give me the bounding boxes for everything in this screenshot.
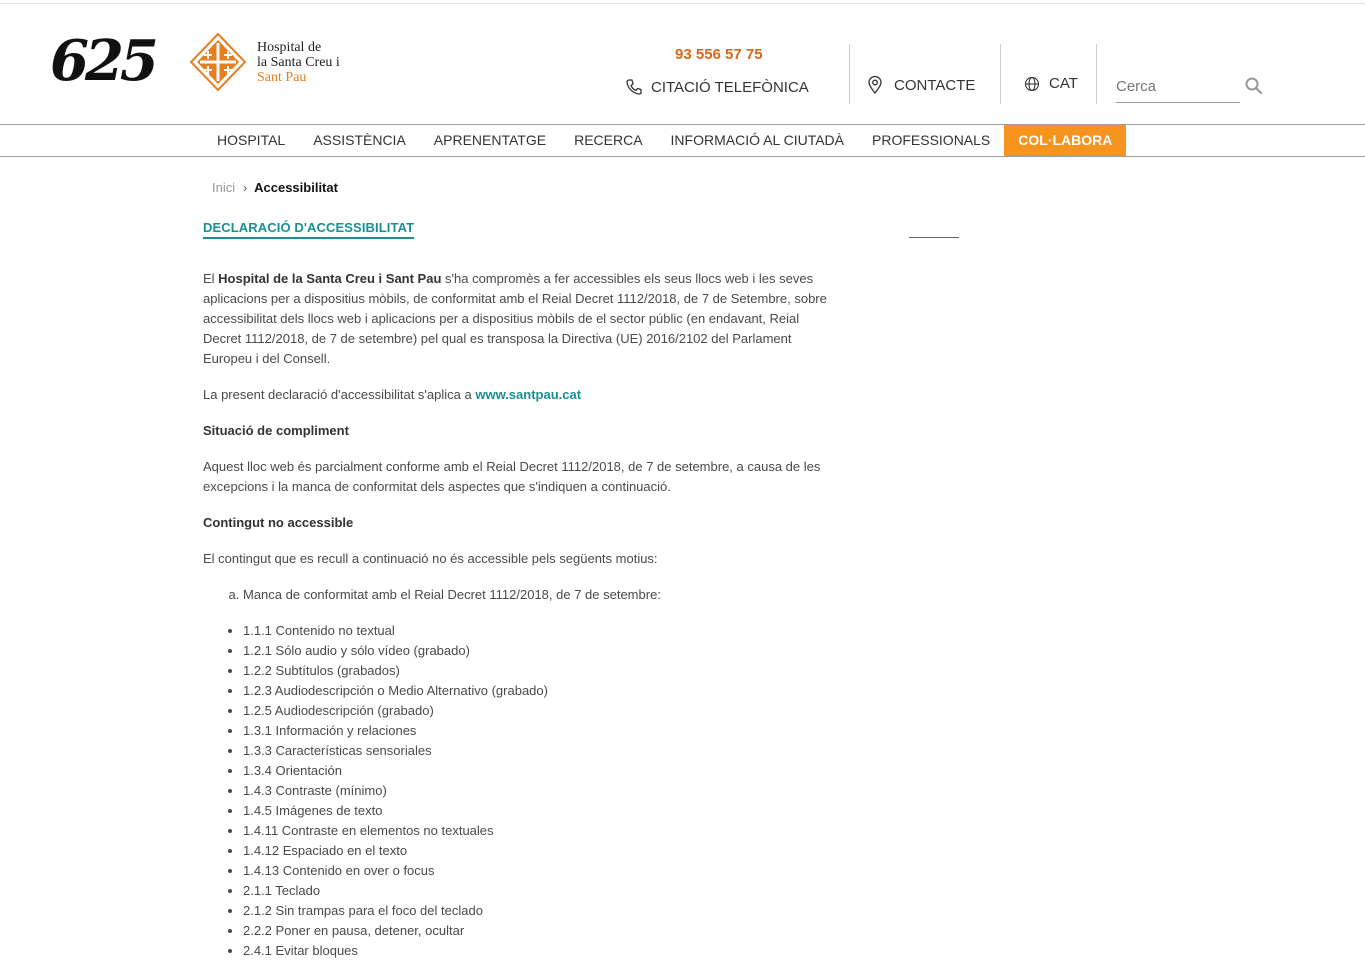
criteria-list xyxy=(203,621,828,961)
nav-item-recerca[interactable]: RECERCA xyxy=(574,132,643,148)
list-item: • 2.4.1 Evitar bloques xyxy=(243,941,828,961)
header-divider xyxy=(849,44,850,104)
scope-link[interactable]: www.santpau.cat xyxy=(475,387,582,402)
list-item: • 1.2.2 Subtítulos (grabados) xyxy=(243,661,828,681)
nav-item-professionals[interactable]: PROFESSIONALS xyxy=(872,132,991,148)
header-divider xyxy=(1096,44,1097,104)
list-item: • 2.1.1 Teclado xyxy=(243,881,828,901)
hospital-logo-text[interactable] xyxy=(257,40,340,85)
list-item: • 1.3.1 Información y relaciones xyxy=(243,721,828,741)
language-selector[interactable] xyxy=(1024,75,1078,92)
scope-text: La present declaració d'accessibilitat s'aplica a xyxy=(203,387,476,402)
main-content xyxy=(203,269,828,961)
intro-prefix: El xyxy=(203,271,219,286)
nav-item-collabora[interactable]: COL·LABORA xyxy=(1004,125,1126,156)
sidebar-divider xyxy=(909,237,959,238)
phone-number[interactable]: 93 556 57 75 xyxy=(675,46,763,63)
list-item: • 2.1.2 Sin trampas para el foco del teclado xyxy=(243,901,828,921)
intro-rest: s'ha compromès a fer accessibles els seus llocs web i les seves aplicacions per a dispositius mòbils, de conformitat amb el Reial Decret 1112/2018, de 7 de Setembre, sobre accessibilitat dels llocs web i aplicacions per a dispositius mòbils de el sector públic (en endavant, Reial Decret 1112/2018, de 7 de setembre) pel qual es transposa la Directiva (UE) 2016/2102 del Parlament Europeu i del Consell. xyxy=(203,271,827,366)
list-item: • 1.4.12 Espaciado en el texto xyxy=(243,841,828,861)
nav-item-hospital[interactable]: HOSPITAL xyxy=(217,132,286,148)
search-input[interactable] xyxy=(1116,70,1240,103)
breadcrumb-current: Accessibilitat xyxy=(254,180,338,195)
intro-paragraph xyxy=(203,269,828,369)
nav-item-aprenentatge[interactable]: APRENENTATGE xyxy=(433,132,547,148)
header-divider xyxy=(1000,44,1001,104)
contact-link[interactable] xyxy=(866,75,975,95)
chevron-right-icon: › xyxy=(243,180,248,195)
reason-item: a. Manca de conformitat amb el Reial Decret 1112/2018, de 7 de setembre: xyxy=(243,585,828,605)
noaccess-paragraph: El contingut que es recull a continuació no és accessible pels següents motius: xyxy=(203,551,658,566)
language-label: CAT xyxy=(1049,75,1078,92)
nav-item-assistencia[interactable]: ASSISTÈNCIA xyxy=(313,132,406,148)
list-item: • 1.4.5 Imágenes de texto xyxy=(243,801,828,821)
list-item: • 1.3.4 Orientación xyxy=(243,761,828,781)
noaccess-heading: Contingut no accessible xyxy=(203,515,354,530)
top-border xyxy=(0,3,1365,4)
anniversary-logo[interactable]: 625 xyxy=(50,28,155,94)
scope-paragraph xyxy=(203,385,828,405)
location-pin-icon xyxy=(866,75,884,95)
main-navigation xyxy=(0,124,1365,157)
search-icon[interactable] xyxy=(1244,76,1264,96)
hospital-logo-icon[interactable] xyxy=(190,33,246,91)
list-item: • 1.4.13 Contenido en over o focus xyxy=(243,861,828,881)
list-item: • 1.2.5 Audiodescripción (grabado) xyxy=(243,701,828,721)
compliance-paragraph: Aquest lloc web és parcialment conforme amb el Reial Decret 1112/2018, de 7 de setembre, a causa de les excepcions i la manca de conformitat dels aspectes que s'indiquen a continuació. xyxy=(203,459,821,494)
list-item: • 1.3.3 Características sensoriales xyxy=(243,741,828,761)
list-item: • 2.2.2 Poner en pausa, detener, ocultar xyxy=(243,921,828,941)
logo-line-3: Sant Pau xyxy=(257,70,307,85)
list-item: • 1.4.3 Contraste (mínimo) xyxy=(243,781,828,801)
phone-appointment-link[interactable] xyxy=(625,78,809,96)
page-title: DECLARACIÓ D'ACCESSIBILITAT xyxy=(203,220,414,239)
list-item: • 1.4.11 Contraste en elementos no textuales xyxy=(243,821,828,841)
list-item: • 1.2.3 Audiodescripción o Medio Alternativo (grabado) xyxy=(243,681,828,701)
list-item: • 1.1.1 Contenido no textual xyxy=(243,621,828,641)
compliance-heading: Situació de compliment xyxy=(203,423,349,438)
citacio-label: CITACIÓ TELEFÒNICA xyxy=(651,78,809,96)
breadcrumb-home[interactable]: Inici xyxy=(212,180,236,195)
list-item: • 1.2.1 Sólo audio y sólo vídeo (grabado) xyxy=(243,641,828,661)
intro-bold: Hospital de la Santa Creu i Sant Pau xyxy=(218,271,442,286)
contact-label: CONTACTE xyxy=(894,76,976,94)
reasons-list xyxy=(203,585,828,605)
logo-line-2: la Santa Creu i xyxy=(257,55,340,70)
globe-icon xyxy=(1024,76,1040,92)
phone-icon xyxy=(625,78,643,96)
nav-item-informacio-ciutada[interactable]: INFORMACIÓ AL CIUTADÀ xyxy=(670,132,845,148)
logo-line-1: Hospital de xyxy=(257,40,322,55)
search-box xyxy=(1116,70,1266,104)
breadcrumb xyxy=(212,180,338,195)
